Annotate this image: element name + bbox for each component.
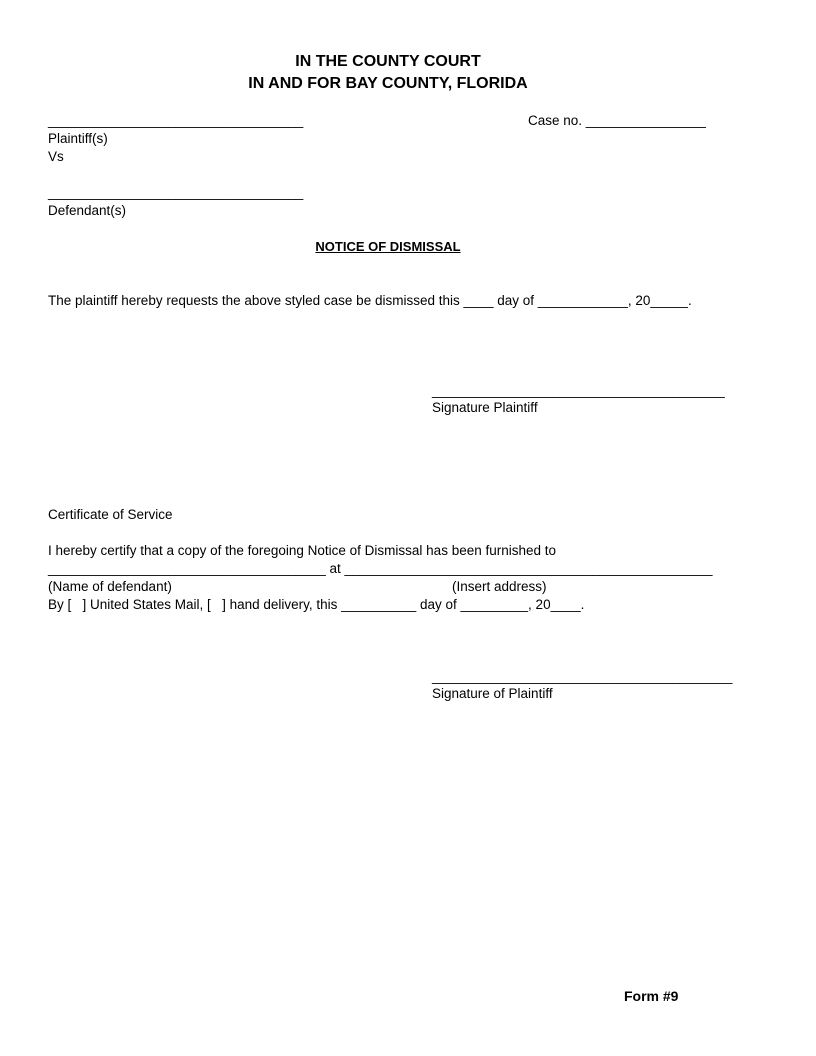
plaintiff-signature-line[interactable]: _______________________________________ <box>432 383 725 398</box>
certificate-heading: Certificate of Service <box>48 507 173 522</box>
defendant-label: Defendant(s) <box>48 203 127 218</box>
form-number: Form #9 <box>624 988 679 1004</box>
name-of-defendant-label: (Name of defendant) <box>48 579 172 594</box>
court-heading-line-2: IN AND FOR BAY COUNTY, FLORIDA <box>248 75 528 92</box>
plaintiff-name-blank[interactable]: __________________________________ <box>48 113 304 128</box>
insert-address-label: (Insert address) <box>452 579 547 594</box>
delivery-method-line: By [ ] United States Mail, [ ] hand delivery, this __________ day of _________, 20____. <box>48 597 585 612</box>
dismissal-request-text: The plaintiff hereby requests the above styled case be dismissed this ____ day of ____________, 20_____. <box>48 293 692 308</box>
notice-title: NOTICE OF DISMISSAL <box>315 239 461 254</box>
defendant-name-blank[interactable]: __________________________________ <box>48 185 304 200</box>
versus-label: Vs <box>48 149 64 164</box>
plaintiff-label: Plaintiff(s) <box>48 131 108 146</box>
court-heading-line-1: IN THE COUNTY COURT <box>295 53 481 70</box>
certificate-signature-label: Signature of Plaintiff <box>432 686 553 701</box>
certificate-statement: I hereby certify that a copy of the foregoing Notice of Dismissal has been furnished to <box>48 543 557 558</box>
defendant-name-address-blanks[interactable]: _____________________________________ at _________________________________________________ <box>48 561 713 576</box>
plaintiff-signature-label: Signature Plaintiff <box>432 400 538 415</box>
certificate-signature-line[interactable]: ________________________________________ <box>432 669 733 684</box>
case-number-field[interactable]: Case no. ________________ <box>528 113 706 128</box>
